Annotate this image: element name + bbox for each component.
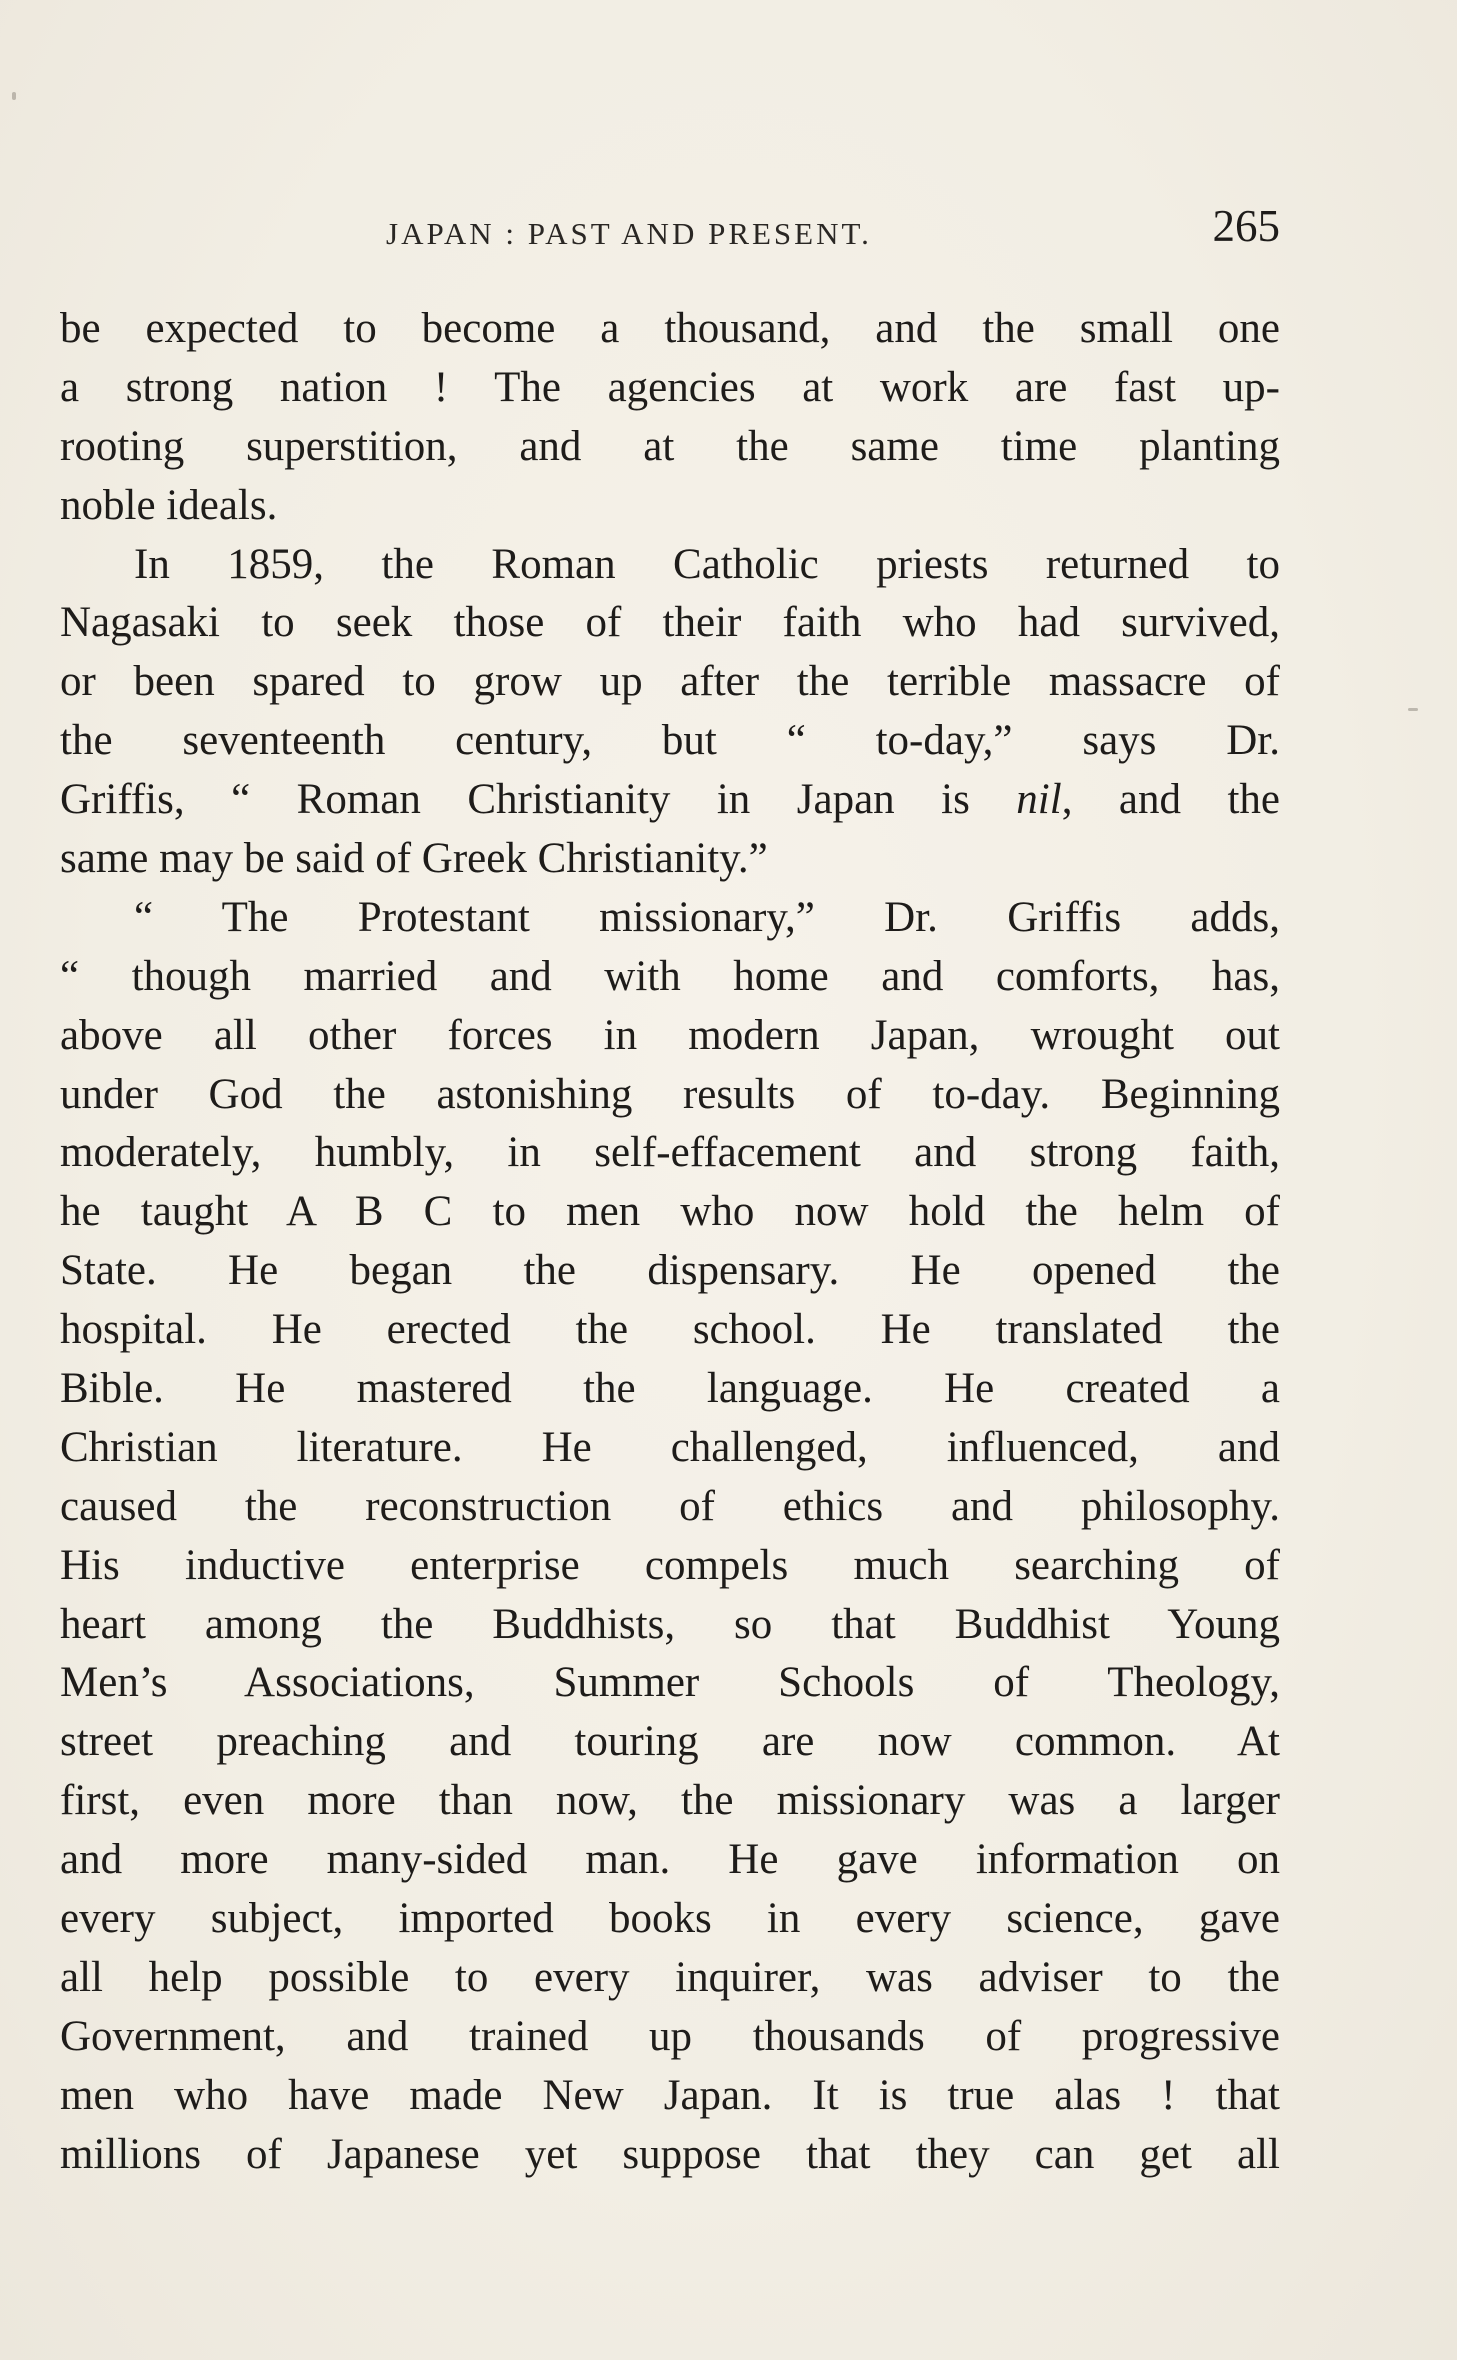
text-line: millions of Japanese yet suppose that they can get all — [60, 2130, 1280, 2178]
text-line: Nagasaki to seek those of their faith who had survived, — [60, 599, 1280, 647]
running-head — [60, 200, 1280, 256]
text-line: every subject, imported books in every science, gave — [60, 1895, 1280, 1943]
text-run: Griffis, “ Roman Christianity in Japan is — [60, 776, 1017, 824]
page-number: 265 — [1212, 201, 1280, 251]
text-line: caused the reconstruction of ethics and philosophy. — [60, 1482, 1280, 1530]
text-line: moderately, humbly, in self-effacement and strong faith, — [60, 1129, 1280, 1177]
text-line: all help possible to every inquirer, was adviser to the — [60, 1953, 1280, 2001]
text-line: same may be said of Greek Christianity.” — [60, 835, 768, 883]
text-line: noble ideals. — [60, 481, 278, 529]
text-line: State. He began the dispensary. He opened the — [60, 1247, 1280, 1295]
text-line: Men’s Associations, Summer Schools of Theology, — [60, 1659, 1280, 1707]
text-line: Government, and trained up thousands of progressive — [60, 2012, 1280, 2060]
text-line: above all other forces in modern Japan, wrought out — [60, 1011, 1280, 1059]
text-line: hospital. He erected the school. He translated the — [60, 1306, 1280, 1354]
paper-speck — [1408, 708, 1418, 711]
body-text — [60, 300, 1280, 2185]
text-line: the seventeenth century, but “ to-day,” says Dr. — [60, 717, 1280, 765]
text-line: first, even more than now, the missionary was a larger — [60, 1777, 1280, 1825]
text-line: rooting superstition, and at the same time planting — [60, 422, 1280, 470]
text-line: be expected to become a thousand, and the small one — [60, 305, 1280, 352]
text-line: or been spared to grow up after the terrible massacre of — [60, 658, 1280, 706]
text-line: men who have made New Japan. It is true alas ! that — [60, 2071, 1280, 2119]
text-line: and more many-sided man. He gave information on — [60, 1836, 1280, 1884]
running-title: JAPAN : PAST AND PRESENT. — [386, 216, 872, 251]
text-line: Bible. He mastered the language. He created a — [60, 1365, 1280, 1413]
italic-word: nil — [1016, 776, 1062, 824]
text-line: In 1859, the Roman Catholic priests returned to — [134, 540, 1280, 588]
text-line: street preaching and touring are now common. At — [60, 1718, 1280, 1766]
text-line: His inductive enterprise compels much searching of — [60, 1541, 1280, 1589]
text-line: a strong nation ! The agencies at work are fast up- — [60, 363, 1280, 411]
paper-speck — [12, 92, 16, 100]
text-line: “ though married and with home and comforts, has, — [60, 952, 1280, 1000]
text-line: he taught A B C to men who now hold the helm of — [60, 1188, 1280, 1236]
text-line: under God the astonishing results of to-day. Beginning — [60, 1070, 1280, 1118]
text-line: heart among the Buddhists, so that Buddhist Young — [60, 1600, 1280, 1648]
text-line — [60, 771, 1280, 830]
text-run: , and the — [1061, 776, 1280, 824]
text-line: Christian literature. He challenged, influenced, and — [60, 1423, 1280, 1471]
text-line: “ The Protestant missionary,” Dr. Griffis adds, — [134, 893, 1280, 941]
